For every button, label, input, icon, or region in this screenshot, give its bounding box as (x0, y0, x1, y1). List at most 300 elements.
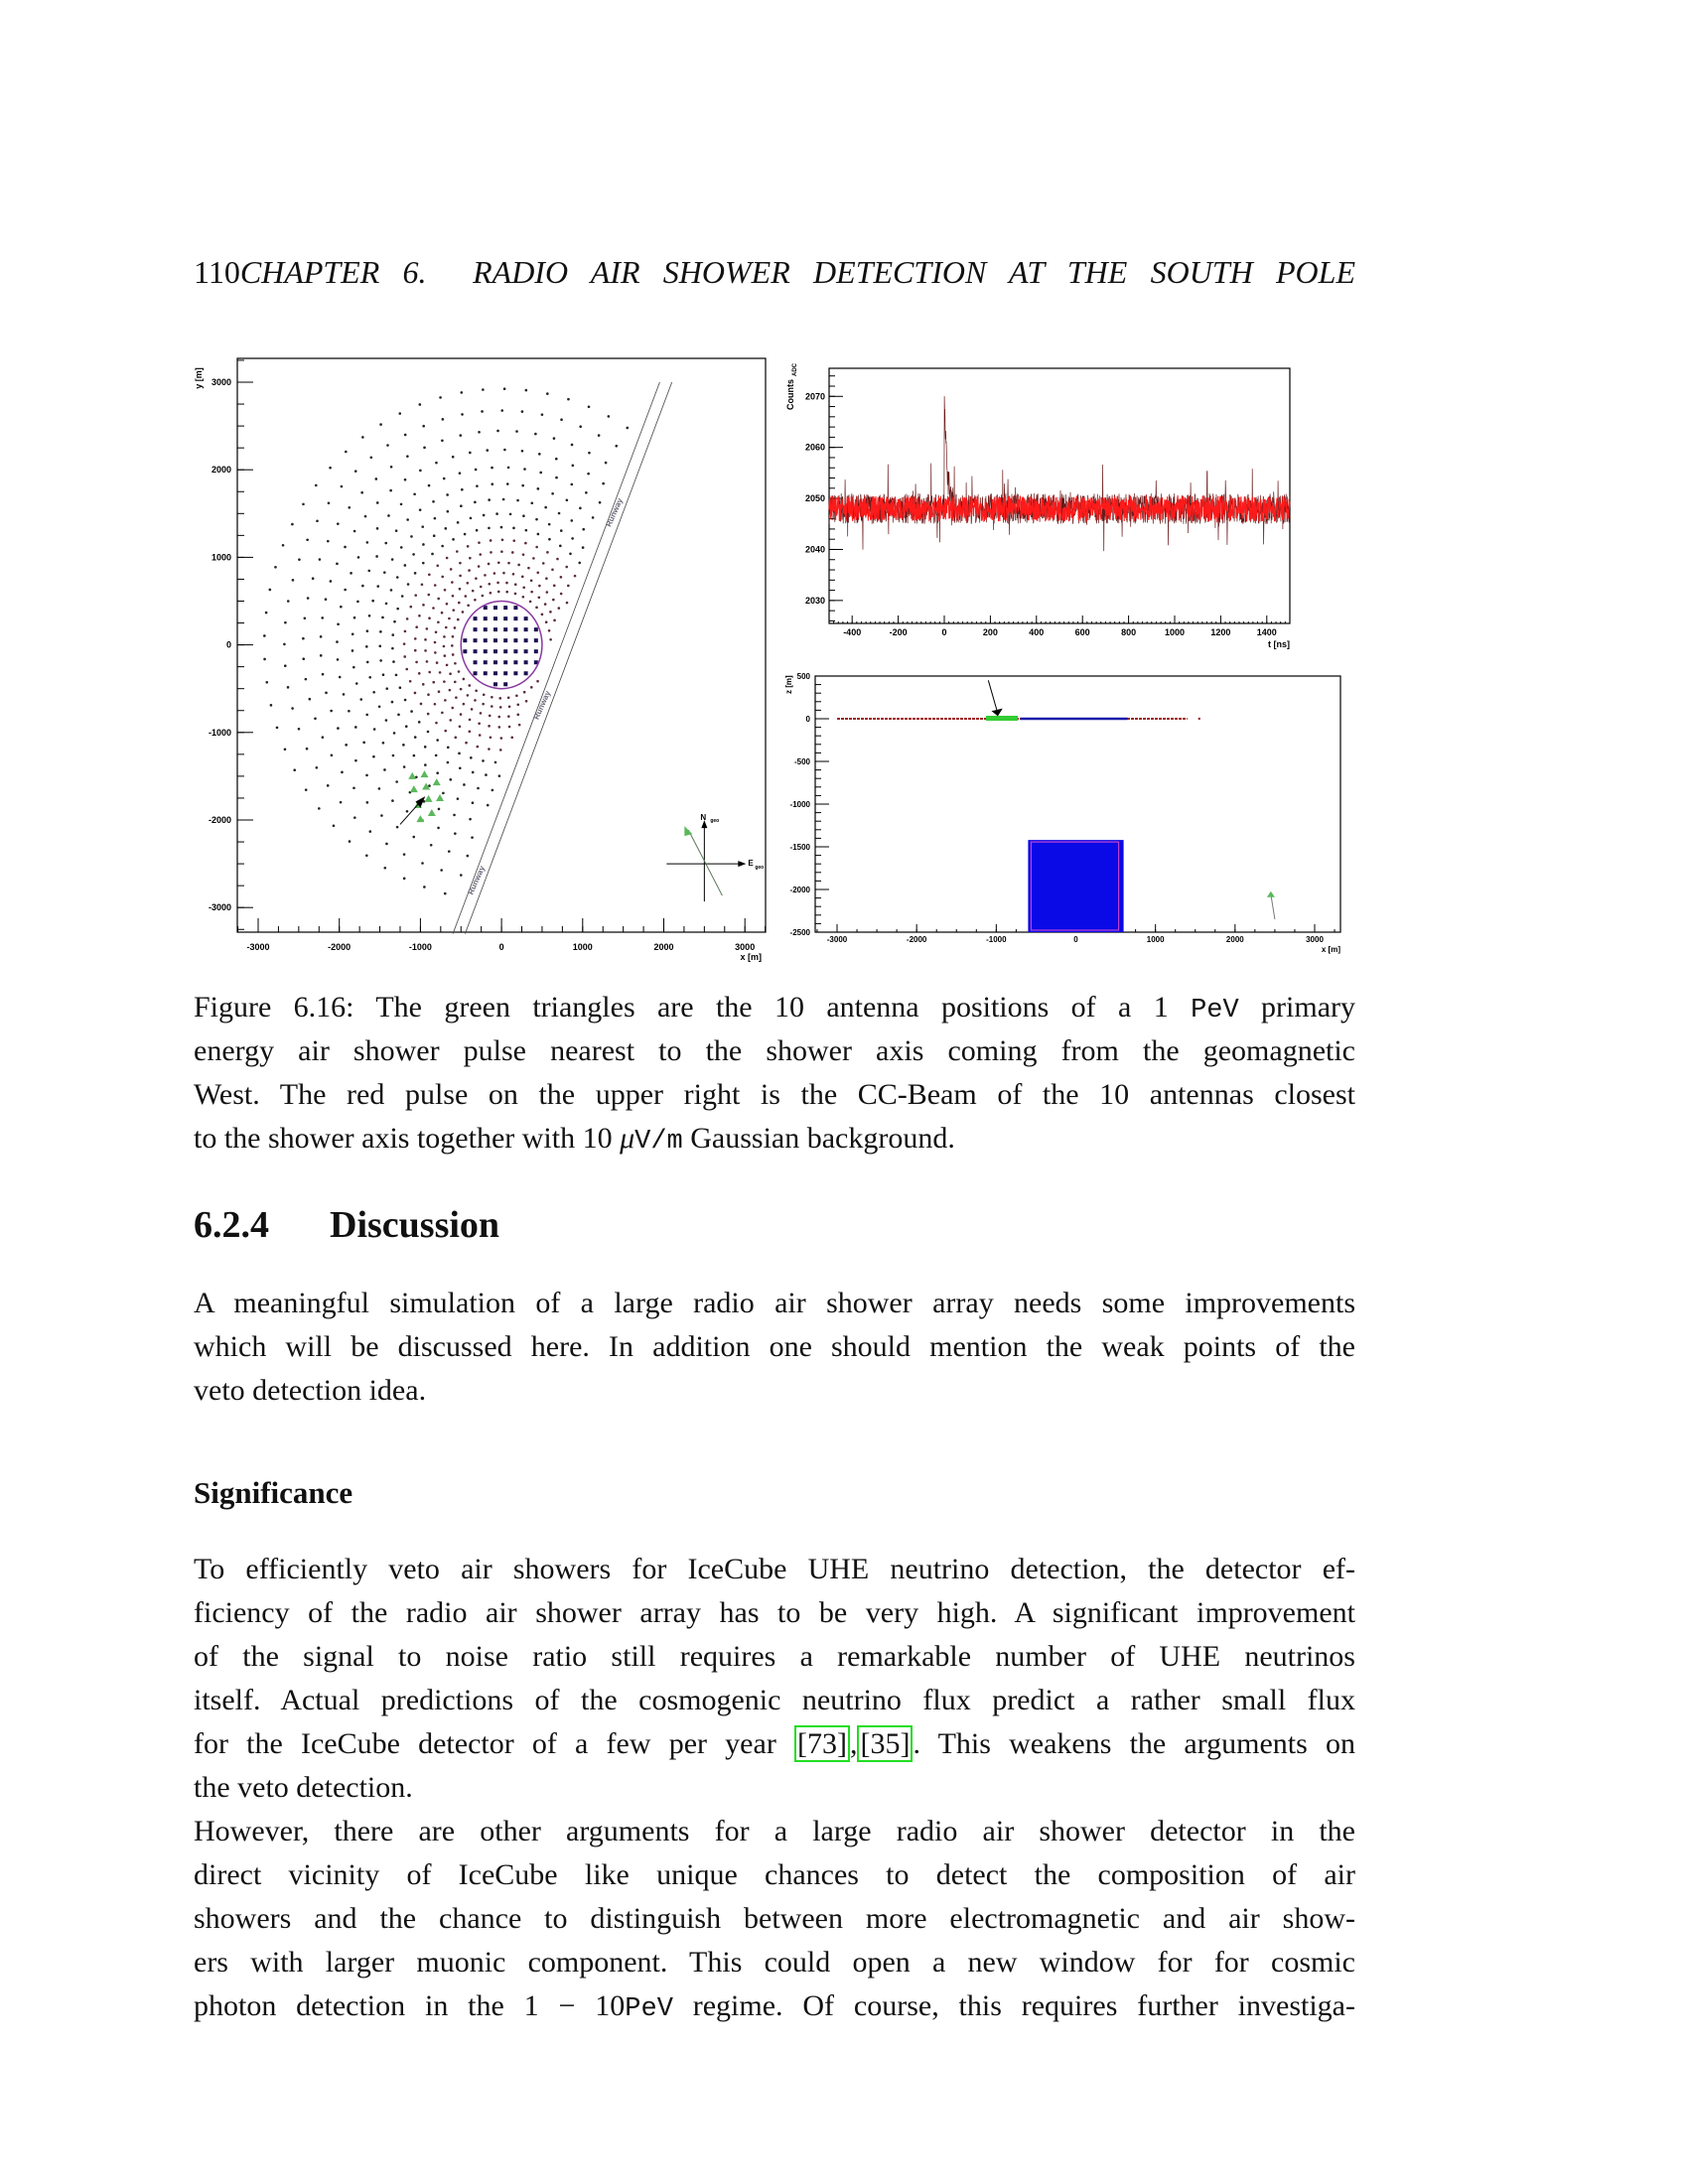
antenna-dot (497, 562, 500, 565)
antenna-dot (365, 774, 368, 777)
antenna-dot (434, 651, 437, 654)
antenna-dot (403, 878, 406, 881)
icecube-string (503, 616, 507, 620)
antenna-dot (482, 759, 485, 762)
antenna-dot (424, 638, 427, 641)
antenna-dot (414, 594, 417, 597)
antenna-dot (372, 755, 375, 758)
antenna-dot (445, 527, 448, 530)
antenna-dot (592, 516, 595, 519)
antenna-dot (507, 696, 510, 699)
antenna-dot (430, 844, 433, 847)
antenna-dot (545, 620, 548, 623)
antenna-dot (521, 576, 524, 579)
antenna-dot (344, 546, 347, 549)
antenna-dot (353, 816, 356, 819)
antenna-dot (536, 572, 539, 575)
antenna-triangle (416, 815, 424, 822)
antenna-dot (548, 629, 551, 632)
beam-trace-outline (829, 396, 1290, 551)
antenna-dot (475, 689, 478, 692)
antenna-dot (404, 630, 407, 633)
antenna-dot (516, 714, 519, 717)
antenna-dot (314, 717, 317, 720)
antenna-dot (436, 771, 439, 774)
antenna-dot (471, 836, 474, 839)
antenna-dot (435, 754, 438, 757)
x-tick-label: -200 (889, 627, 908, 637)
antenna-dot (608, 415, 611, 418)
antenna-dot (427, 713, 430, 716)
antenna-dot (393, 620, 396, 623)
antenna-dot (432, 607, 435, 610)
antenna-dot (402, 744, 405, 747)
antenna-dot (434, 584, 437, 587)
antenna-dot (330, 710, 333, 713)
antenna-dot (395, 529, 398, 532)
antenna-dot (422, 562, 425, 565)
antenna-dot (451, 644, 454, 647)
antenna-dot (454, 626, 457, 629)
x-tick-label: 0 (941, 627, 947, 637)
antenna-dot (376, 501, 379, 504)
antenna-dot (491, 696, 493, 699)
antenna-dot (434, 703, 437, 706)
antenna-triangle (410, 785, 418, 792)
antenna-dot (484, 574, 487, 577)
antenna-dot (316, 519, 319, 522)
antenna-dot (440, 869, 443, 872)
antenna-dot (496, 430, 499, 433)
icecube-string (474, 616, 478, 620)
antenna-dot (391, 647, 394, 650)
antenna-triangle (408, 772, 416, 779)
x-tick-label: -3000 (246, 942, 270, 952)
x-tick-label: 200 (982, 627, 998, 637)
antenna-dot (414, 572, 417, 575)
antenna-dot (424, 649, 427, 652)
antenna-dot (378, 705, 381, 708)
antenna-dot (532, 557, 535, 560)
antenna-dot (309, 698, 312, 701)
antenna-dot (482, 703, 485, 706)
antenna-dot (330, 580, 333, 583)
antenna-dot (538, 597, 541, 600)
antenna-dot (420, 703, 423, 706)
antenna-dot (450, 568, 453, 571)
antenna-dot (428, 573, 431, 576)
icecube-string (503, 682, 507, 686)
antenna-dot (437, 827, 440, 830)
antenna-dot (361, 585, 364, 588)
antenna-dot (503, 387, 506, 390)
antenna-dot (454, 662, 457, 665)
antenna-dot (460, 874, 463, 877)
antenna-dot (287, 686, 290, 689)
y-tick-label: 2050 (804, 493, 825, 504)
antenna-dot (523, 691, 526, 694)
antenna-dot (469, 818, 472, 821)
antenna-dot (302, 657, 305, 660)
antenna-dot (428, 784, 431, 787)
antenna-dot (403, 655, 406, 658)
icecube-string (524, 660, 528, 664)
icecube-string (513, 649, 517, 653)
antenna-dot (390, 466, 393, 469)
antenna-dot (566, 498, 569, 501)
antenna-dot (541, 413, 544, 416)
antenna-dot (421, 525, 424, 528)
antenna-dot (322, 673, 325, 676)
antenna-dot (397, 714, 400, 717)
antenna-dot (436, 661, 439, 664)
antenna-dot (419, 508, 422, 511)
antenna-dot (396, 826, 399, 829)
antenna-dot (615, 445, 618, 448)
antenna-dot (463, 703, 466, 706)
antenna-dot (485, 773, 488, 776)
antenna-dot (468, 684, 471, 687)
antenna-dot (488, 725, 491, 728)
x-tick-label: 1000 (1164, 627, 1186, 637)
antenna-dot (446, 603, 449, 606)
antenna-dot (443, 680, 446, 683)
antenna-dot (587, 473, 590, 476)
x-tick-label: 2000 (1225, 935, 1244, 944)
antenna-dot (477, 746, 480, 749)
antenna-dot (445, 626, 448, 629)
antenna-dot (530, 579, 533, 582)
antenna-dot (353, 530, 356, 533)
antenna-dot (537, 487, 540, 490)
antenna-dot (419, 403, 422, 406)
antenna-dot (469, 557, 472, 560)
antenna-dot (452, 456, 455, 459)
icecube-string (493, 627, 497, 631)
antenna-dot (511, 551, 514, 554)
antenna-dot (319, 558, 322, 561)
antenna-dot (424, 746, 427, 749)
antenna-dot (371, 600, 374, 603)
antenna-dot (505, 582, 508, 585)
antenna-dot (459, 575, 462, 578)
antenna-dot (521, 484, 524, 487)
icecube-string (534, 649, 538, 653)
antenna-dot (605, 462, 608, 465)
plot-frame (829, 368, 1290, 623)
antenna-dot (488, 498, 491, 501)
antenna-dot (451, 707, 454, 710)
x-tick-label: 3000 (1306, 935, 1324, 944)
antenna-dot (530, 501, 533, 504)
running-header (194, 250, 1355, 294)
antenna-dot (345, 744, 348, 747)
antenna-dot (536, 680, 539, 683)
citation-link[interactable]: [73] (794, 1725, 850, 1762)
antenna-dot (341, 485, 344, 488)
cc-beam-plot (774, 352, 1370, 660)
y-tick-label: -1500 (789, 843, 810, 852)
antenna-dot (414, 649, 417, 652)
antenna-dot (461, 413, 464, 416)
antenna-dot (467, 694, 470, 697)
antenna-dot (423, 886, 426, 888)
antenna-dot (468, 569, 471, 572)
icecube-volume (1028, 840, 1123, 932)
antenna-dot (443, 478, 446, 480)
antenna-dot (553, 437, 556, 440)
antenna-dot (406, 518, 409, 521)
antenna-dot (395, 674, 398, 677)
icecube-string (513, 606, 517, 610)
antenna-dot (403, 642, 406, 645)
antenna-dot (452, 653, 455, 656)
icecube-string (503, 606, 507, 610)
antenna-dot (392, 754, 395, 757)
antenna-dot (460, 688, 463, 691)
antenna-dot (553, 619, 556, 622)
antenna-dot (474, 599, 477, 602)
antenna-dot (381, 616, 384, 619)
antenna-dot (497, 716, 500, 719)
antenna-dot (336, 640, 339, 643)
antenna-dot (415, 661, 418, 664)
icecube-string (534, 627, 538, 631)
y-tick-label: 2000 (211, 465, 231, 476)
compass-east-label: E (748, 859, 754, 869)
antenna-dot (383, 768, 386, 771)
antenna-dot (476, 484, 479, 487)
antenna-dot (474, 699, 477, 702)
antenna-dot (292, 579, 295, 582)
icecube-string (493, 660, 497, 664)
antenna-dot (569, 552, 572, 555)
antenna-dot (352, 649, 354, 652)
antenna-dot (368, 676, 371, 679)
antenna-dot (354, 726, 357, 729)
antenna-dot (1198, 718, 1200, 720)
antenna-dot (403, 853, 406, 856)
x-tick-label: 1000 (572, 942, 593, 952)
antenna-dot (458, 602, 461, 605)
antenna-dot (428, 616, 431, 619)
antenna-dot (282, 544, 285, 547)
antenna-dot (478, 431, 481, 434)
antenna-dot (545, 577, 548, 580)
antenna-dot (457, 521, 460, 524)
antenna-dot (305, 678, 308, 681)
antenna-dot (546, 392, 549, 395)
antenna-dot (349, 840, 352, 843)
x-tick-label: 1400 (1256, 627, 1277, 637)
icecube-string (524, 616, 528, 620)
antenna-dot (498, 697, 501, 700)
icecube-string (513, 671, 517, 675)
antenna-dot (422, 683, 425, 686)
antenna-dot (476, 529, 479, 532)
x-axis-label: t [ns] (1268, 639, 1290, 649)
icecube-string (474, 671, 478, 675)
antenna-dot (542, 562, 545, 565)
antenna-dot (391, 799, 394, 802)
antenna-dot (507, 562, 510, 565)
antenna-dot (283, 643, 286, 646)
antenna-dot (399, 686, 402, 689)
y-tick-label: 0 (225, 639, 231, 650)
antenna-dot (424, 763, 427, 766)
antenna-dot (602, 482, 605, 485)
antenna-dot (465, 595, 468, 598)
antenna-dot (548, 538, 551, 541)
antenna-dot (449, 778, 452, 781)
antenna-dot (508, 726, 511, 729)
antenna-dot (389, 489, 392, 492)
antenna-dot (316, 766, 319, 769)
antenna-dot (418, 721, 421, 724)
antenna-dot (328, 501, 331, 504)
antenna-dot (439, 671, 442, 674)
shower-axis-line (988, 680, 998, 714)
antenna-dot (459, 562, 462, 565)
antenna-dot (459, 766, 462, 769)
antenna-dot (518, 724, 521, 727)
antenna-dot (515, 694, 518, 697)
antenna-triangle (425, 795, 433, 802)
icecube-string (503, 671, 507, 675)
antenna-dot (469, 719, 472, 722)
antenna-dot (535, 518, 538, 521)
icecube-string (474, 627, 478, 631)
antenna-dot (304, 616, 307, 619)
antenna-dot (574, 575, 577, 578)
antenna-dot (478, 541, 481, 544)
antenna-dot (353, 616, 356, 619)
antenna-dot (383, 571, 386, 574)
antenna-dot (471, 708, 474, 711)
antenna-dot (409, 680, 412, 683)
antenna-dot (422, 543, 425, 546)
x-tick-label: -400 (843, 627, 862, 637)
antenna-dot (442, 792, 445, 795)
antenna-dot (626, 427, 629, 430)
icecube-string (493, 606, 497, 610)
antenna-dot (337, 522, 340, 525)
antenna-dot (305, 788, 308, 791)
y-tick-label: 2040 (804, 544, 825, 555)
antenna-dot (459, 434, 462, 437)
x-axis-label: x [m] (740, 952, 762, 962)
icecube-boundary (461, 602, 542, 689)
antenna-dot (478, 723, 481, 726)
icecube-string (534, 638, 538, 642)
x-tick-label: -1000 (408, 942, 432, 952)
plot-frame (237, 358, 766, 932)
x-tick-label: 0 (498, 942, 504, 952)
antenna-dot (329, 467, 332, 470)
antenna-dot (441, 612, 444, 614)
icecube-string (484, 627, 488, 631)
antenna-dot (379, 630, 382, 633)
antenna-dot (483, 514, 486, 517)
antenna-dot (527, 567, 530, 570)
antenna-dot (490, 736, 492, 739)
antenna-dot (307, 597, 310, 600)
antenna-dot (265, 612, 268, 614)
antenna-dot (274, 566, 277, 569)
antenna-dot (491, 705, 493, 708)
antenna-dot (498, 726, 501, 729)
x-tick-label: -2000 (906, 935, 927, 944)
antenna-dot (560, 418, 563, 421)
antenna-dot (361, 436, 364, 439)
antenna-dot (463, 678, 466, 681)
antenna-dot (452, 635, 455, 638)
antenna-dot (553, 585, 556, 588)
antenna-dot (499, 749, 502, 751)
antenna-dot (470, 756, 473, 759)
antenna-dot (486, 449, 489, 452)
antenna-dot (318, 807, 321, 810)
antenna-dot (510, 737, 513, 740)
runway-edge (453, 382, 659, 934)
antenna-dot (320, 635, 323, 638)
antenna-dot (522, 586, 525, 589)
antenna-dot (560, 593, 563, 596)
antenna-dot (435, 630, 438, 633)
antenna-dot (344, 589, 347, 592)
citation-link[interactable]: [35] (857, 1725, 913, 1762)
antenna-dot (352, 632, 354, 635)
antenna-dot (458, 670, 461, 673)
antenna-dot (392, 660, 395, 663)
antenna-dot (493, 572, 496, 575)
antenna-dot (427, 731, 430, 734)
antenna-dot (482, 388, 485, 391)
section-heading: 6.2.4 Discussion (194, 1204, 500, 1246)
antenna-dot (565, 566, 568, 569)
antenna-dot (459, 725, 462, 728)
antenna-dot (544, 603, 547, 606)
antenna-dot (348, 506, 351, 509)
antenna-dot (396, 576, 399, 579)
y-axis-label-sub: ADC (792, 363, 798, 376)
antenna-dot (284, 621, 287, 624)
antenna-dot (599, 501, 602, 504)
antenna-dot (352, 666, 355, 669)
antenna-dot (414, 736, 417, 739)
antenna-dot (412, 836, 415, 839)
antenna-dot (395, 780, 398, 783)
antenna-dot (431, 553, 434, 556)
antenna-triangle (420, 770, 428, 777)
antenna-dot (560, 529, 563, 532)
antenna-dot (567, 585, 570, 588)
antenna-dot (488, 748, 491, 751)
antenna-dot (505, 591, 508, 594)
antenna-dot (365, 714, 368, 717)
antenna-dot (469, 731, 472, 734)
antenna-dot (364, 515, 367, 518)
antenna-dot (458, 752, 461, 755)
antenna-dot (269, 589, 272, 592)
antenna-dot (579, 507, 582, 510)
antenna-dot (588, 452, 591, 455)
antenna-dot (376, 585, 379, 588)
antenna-dot (460, 713, 463, 716)
icecube-string (513, 627, 517, 631)
antenna-dot (480, 712, 483, 715)
x-tick-label: -2000 (328, 942, 352, 952)
